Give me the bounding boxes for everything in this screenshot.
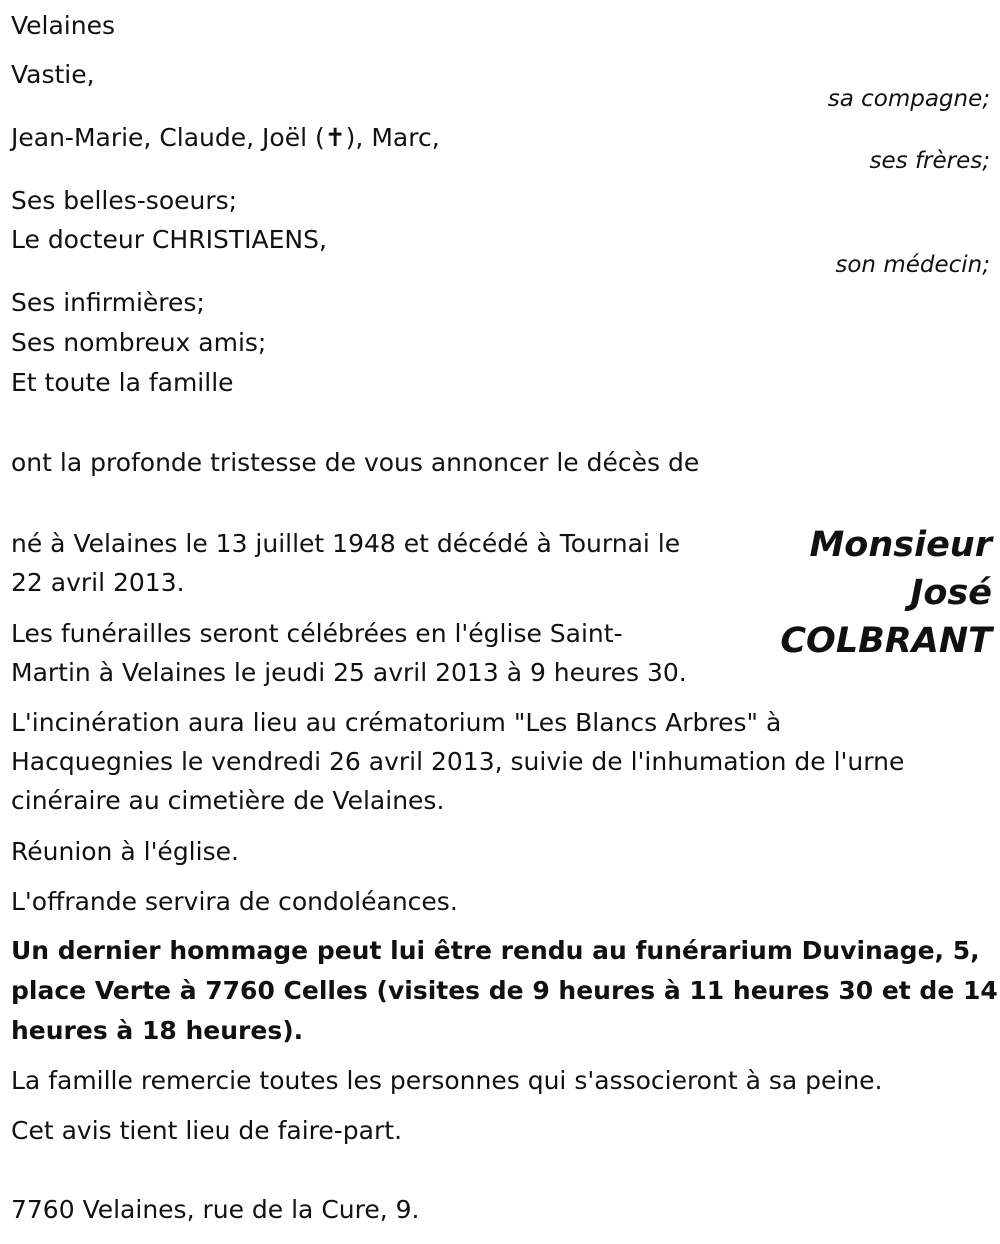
family-member-nurses: Ses infirmières; — [11, 288, 205, 317]
meeting-text: Réunion à l'église. — [11, 837, 239, 866]
role-companion: sa compagne; — [827, 86, 990, 112]
family-member-all: Et toute la famille — [11, 368, 234, 397]
tribute-line-3: heures à 18 heures). — [11, 1016, 304, 1045]
deceased-last-name: COLBRANT — [780, 621, 992, 661]
family-member-brothers: Jean-Marie, Claude, Joël (✝), Marc, — [11, 123, 440, 152]
notice-text: Cet avis tient lieu de faire-part. — [11, 1116, 403, 1145]
deceased-name — [780, 521, 992, 665]
deceased-title: Monsieur — [809, 525, 992, 565]
family-member-companion: Vastie, — [11, 60, 95, 89]
birth-death-line-1: né à Velaines le 13 juillet 1948 et décédé à Tournai le — [11, 529, 681, 558]
thanks-text: La famille remercie toutes les personnes qui s'associeront à sa peine. — [11, 1066, 883, 1095]
family-member-doctor: Le docteur CHRISTIAENS, — [11, 225, 327, 254]
cremation-line-3: cinéraire au cimetière de Velaines. — [11, 786, 445, 815]
heading-place: Velaines — [11, 11, 116, 40]
birth-death-line-2: 22 avril 2013. — [11, 568, 185, 597]
offering-text: L'offrande servira de condoléances. — [11, 887, 458, 916]
tribute-line-2: place Verte à 7760 Celles (visites de 9 heures à 11 heures 30 et de 14 — [11, 976, 998, 1005]
funeral-line-2: Martin à Velaines le jeudi 25 avril 2013 à 9 heures 30. — [11, 658, 687, 687]
address-text: 7760 Velaines, rue de la Cure, 9. — [11, 1195, 420, 1224]
cremation-line-1: L'incinération aura lieu au crématorium "Les Blancs Arbres" à — [11, 708, 782, 737]
deceased-first-name: José — [910, 573, 992, 613]
announcement-text: ont la profonde tristesse de vous annoncer le décès de — [11, 448, 700, 477]
tribute-line-1: Un dernier hommage peut lui être rendu au funérarium Duvinage, 5, — [11, 936, 980, 965]
funeral-line-1: Les funérailles seront célébrées en l'église Saint- — [11, 619, 623, 648]
family-member-friends: Ses nombreux amis; — [11, 328, 267, 357]
cremation-line-2: Hacquegnies le vendredi 26 avril 2013, suivie de l'inhumation de l'urne — [11, 747, 905, 776]
role-brothers: ses frères; — [869, 148, 990, 174]
role-doctor: son médecin; — [835, 252, 990, 278]
family-member-sisters-in-law: Ses belles-soeurs; — [11, 186, 238, 215]
